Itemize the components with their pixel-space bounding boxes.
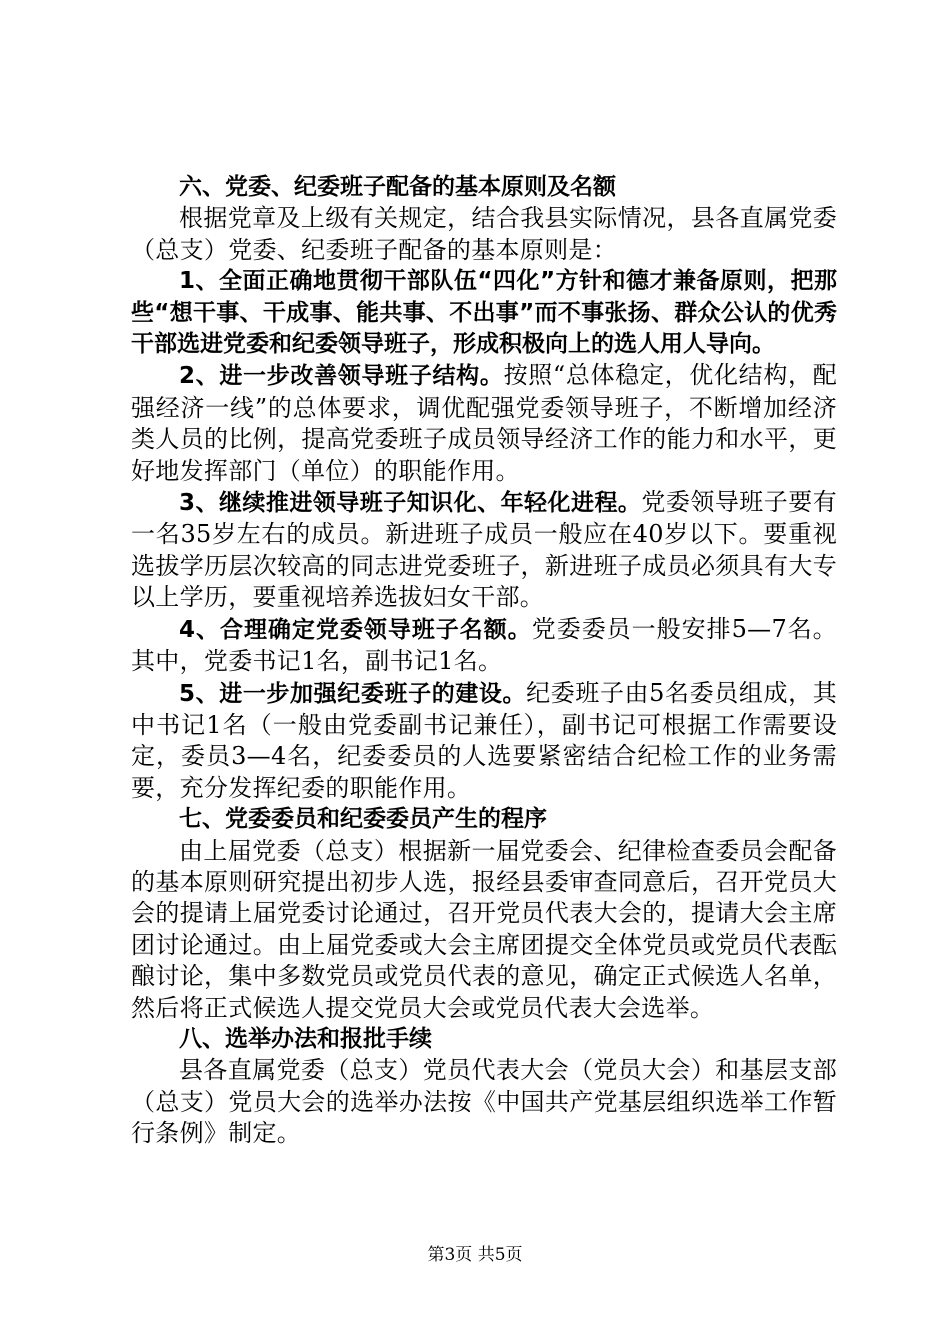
item-4-lead: 4、合理确定党委领导班子名额。 bbox=[179, 616, 532, 643]
page-number: 第3页 共5页 bbox=[427, 1245, 523, 1265]
section-eight-heading: 八、选举办法和报批手续 bbox=[179, 1025, 432, 1052]
item-5-body: 纪委班子由5名委员组成，其中书记1名（一般由党委副书记兼任），副书记可根据工作需要设定，委员3—4名，纪委委员的人选要紧密结合纪检工作的业务需要，充分发挥纪委的职能作用。 bbox=[131, 678, 837, 802]
section-six-intro: 根据党章及上级有关规定，结合我县实际情况，县各直属党委（总支）党委、纪委班子配备的基本原则是： bbox=[131, 204, 837, 264]
section-six-heading: 六、党委、纪委班子配备的基本原则及名额 bbox=[179, 174, 616, 200]
section-six-item-1: 1、全面正确地贯彻干部队伍“四化”方针和德才兼备原则，把那些“想干事、干成事、能共事、不出事”而不事张扬、群众公认的优秀干部选进党委和纪委领导班子，形成积极向上的选人用人导向。 bbox=[131, 268, 837, 358]
section-six-item-3 bbox=[131, 487, 837, 614]
item-2-body: 按照“总体稳定，优化结构，配强经济一线”的总体要求，调优配强党委领导班子，不断增加经济类人员的比例，提高党委班子成员领导经济工作的能力和水平，更好地发挥部门（单位）的职能作用。 bbox=[131, 361, 837, 485]
page-footer bbox=[0, 1244, 950, 1266]
section-six-item-4 bbox=[131, 614, 837, 678]
item-5-lead: 5、进一步加强纪委班子的建设。 bbox=[179, 680, 527, 707]
item-4-body: 党委委员一般安排5—7名。其中，党委书记1名，副书记1名。 bbox=[131, 614, 837, 676]
item-3-body: 党委领导班子要有一名35岁左右的成员。新进班子成员一般应在40岁以下。要重视选拔学历层次较高的同志进党委班子，新进班子成员必须具有大专以上学历，要重视培养选拔妇女干部。 bbox=[131, 488, 837, 612]
document-body bbox=[131, 172, 837, 1150]
item-3-lead: 3、继续推进领导班子知识化、年轻化进程。 bbox=[179, 490, 642, 517]
section-eight-body: 县各直属党委（总支）党员代表大会（党员大会）和基层支部（总支）党员大会的选举办法按《中国共产党基层组织选举工作暂行条例》制定。 bbox=[131, 1056, 837, 1148]
section-six-item-2 bbox=[131, 360, 837, 487]
item-2-lead: 2、进一步改善领导班子结构。 bbox=[179, 363, 504, 390]
section-seven-body: 由上届党委（总支）根据新一届党委会、纪律检查委员会配备的基本原则研究提出初步人选，报经县委审查同意后，召开党员大会的提请上届党委讨论通过，召开党员代表大会的，提请大会主席团讨论通过。由上届党委或大会主席团提交全体党员或党员代表酝酿讨论，集中多数党员或党员代表的意见，确定正式候选人名单，然后将正式候选人提交党员大会或党员代表大会选举。 bbox=[131, 836, 837, 1022]
section-six-item-5 bbox=[131, 678, 837, 805]
section-seven-heading: 七、党委委员和纪委委员产生的程序 bbox=[179, 806, 547, 833]
